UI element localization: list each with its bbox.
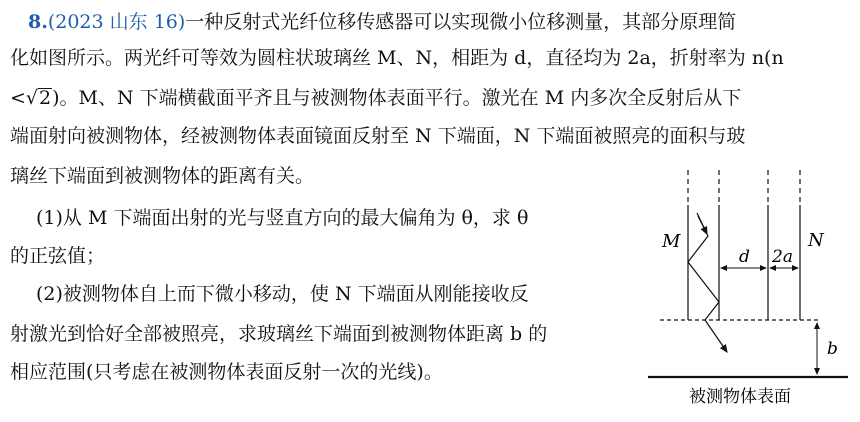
part2-line-3: 相应范围(只考虑在被测物体表面反射一次的光线)。 (10, 361, 443, 383)
stem-line-4: 端面射向被测物体，经被测物体表面镜面反射至 N 下端面，N 下端面被照亮的面积与玻 (10, 125, 746, 147)
stem-line-2: 化如图所示。两光纤可等效为圆柱状玻璃丝 M、N，相距为 d，直径均为 2a，折射率为 n(n (10, 47, 784, 69)
problem-source: (2023 山东 16) (47, 11, 186, 33)
less-than-sign: < (10, 87, 26, 109)
part1-line-1: (1)从 M 下端面出射的光与竖直方向的最大偏角为 θ，求 θ (36, 207, 529, 229)
part2-line-1: (2)被测物体自上而下微小移动，使 N 下端面从刚能接收反 (36, 283, 529, 305)
label-2a: 2a (772, 247, 793, 267)
label-b: b (827, 339, 838, 359)
stem-line-3: <√2)。M、N 下端横截面平齐且与被测物体表面平行。激光在 M 内多次全反射后从下 (10, 87, 742, 109)
label-N: N (808, 230, 824, 251)
stem-line-5: 璃丝下端面到被测物体的距离有关。 (10, 165, 315, 187)
label-M: M (662, 231, 681, 252)
laser-exit-ray (705, 320, 727, 352)
surface-caption: 被测物体表面 (689, 387, 791, 407)
label-d: d (739, 247, 750, 267)
sqrt-radicand: 2 (39, 87, 52, 109)
laser-entry-arrow (698, 216, 707, 234)
stem-line-3-text: )。M、N 下端横截面平齐且与被测物体表面平行。激光在 M 内多次全反射后从下 (52, 87, 742, 109)
fiber-dashed-extensions (688, 170, 800, 205)
stem-line-1: 一种反射式光纤位移传感器可以实现微小位移测量，其部分原理简 (185, 11, 737, 33)
part1-line-2: 的正弦值； (10, 245, 106, 267)
fiber-M (688, 205, 719, 320)
problem-number: 8. (28, 11, 48, 33)
laser-path (688, 213, 719, 320)
part2-line-2: 射激光到恰好全部被照亮，求玻璃丝下端面到被测物体距离 b 的 (10, 323, 548, 345)
